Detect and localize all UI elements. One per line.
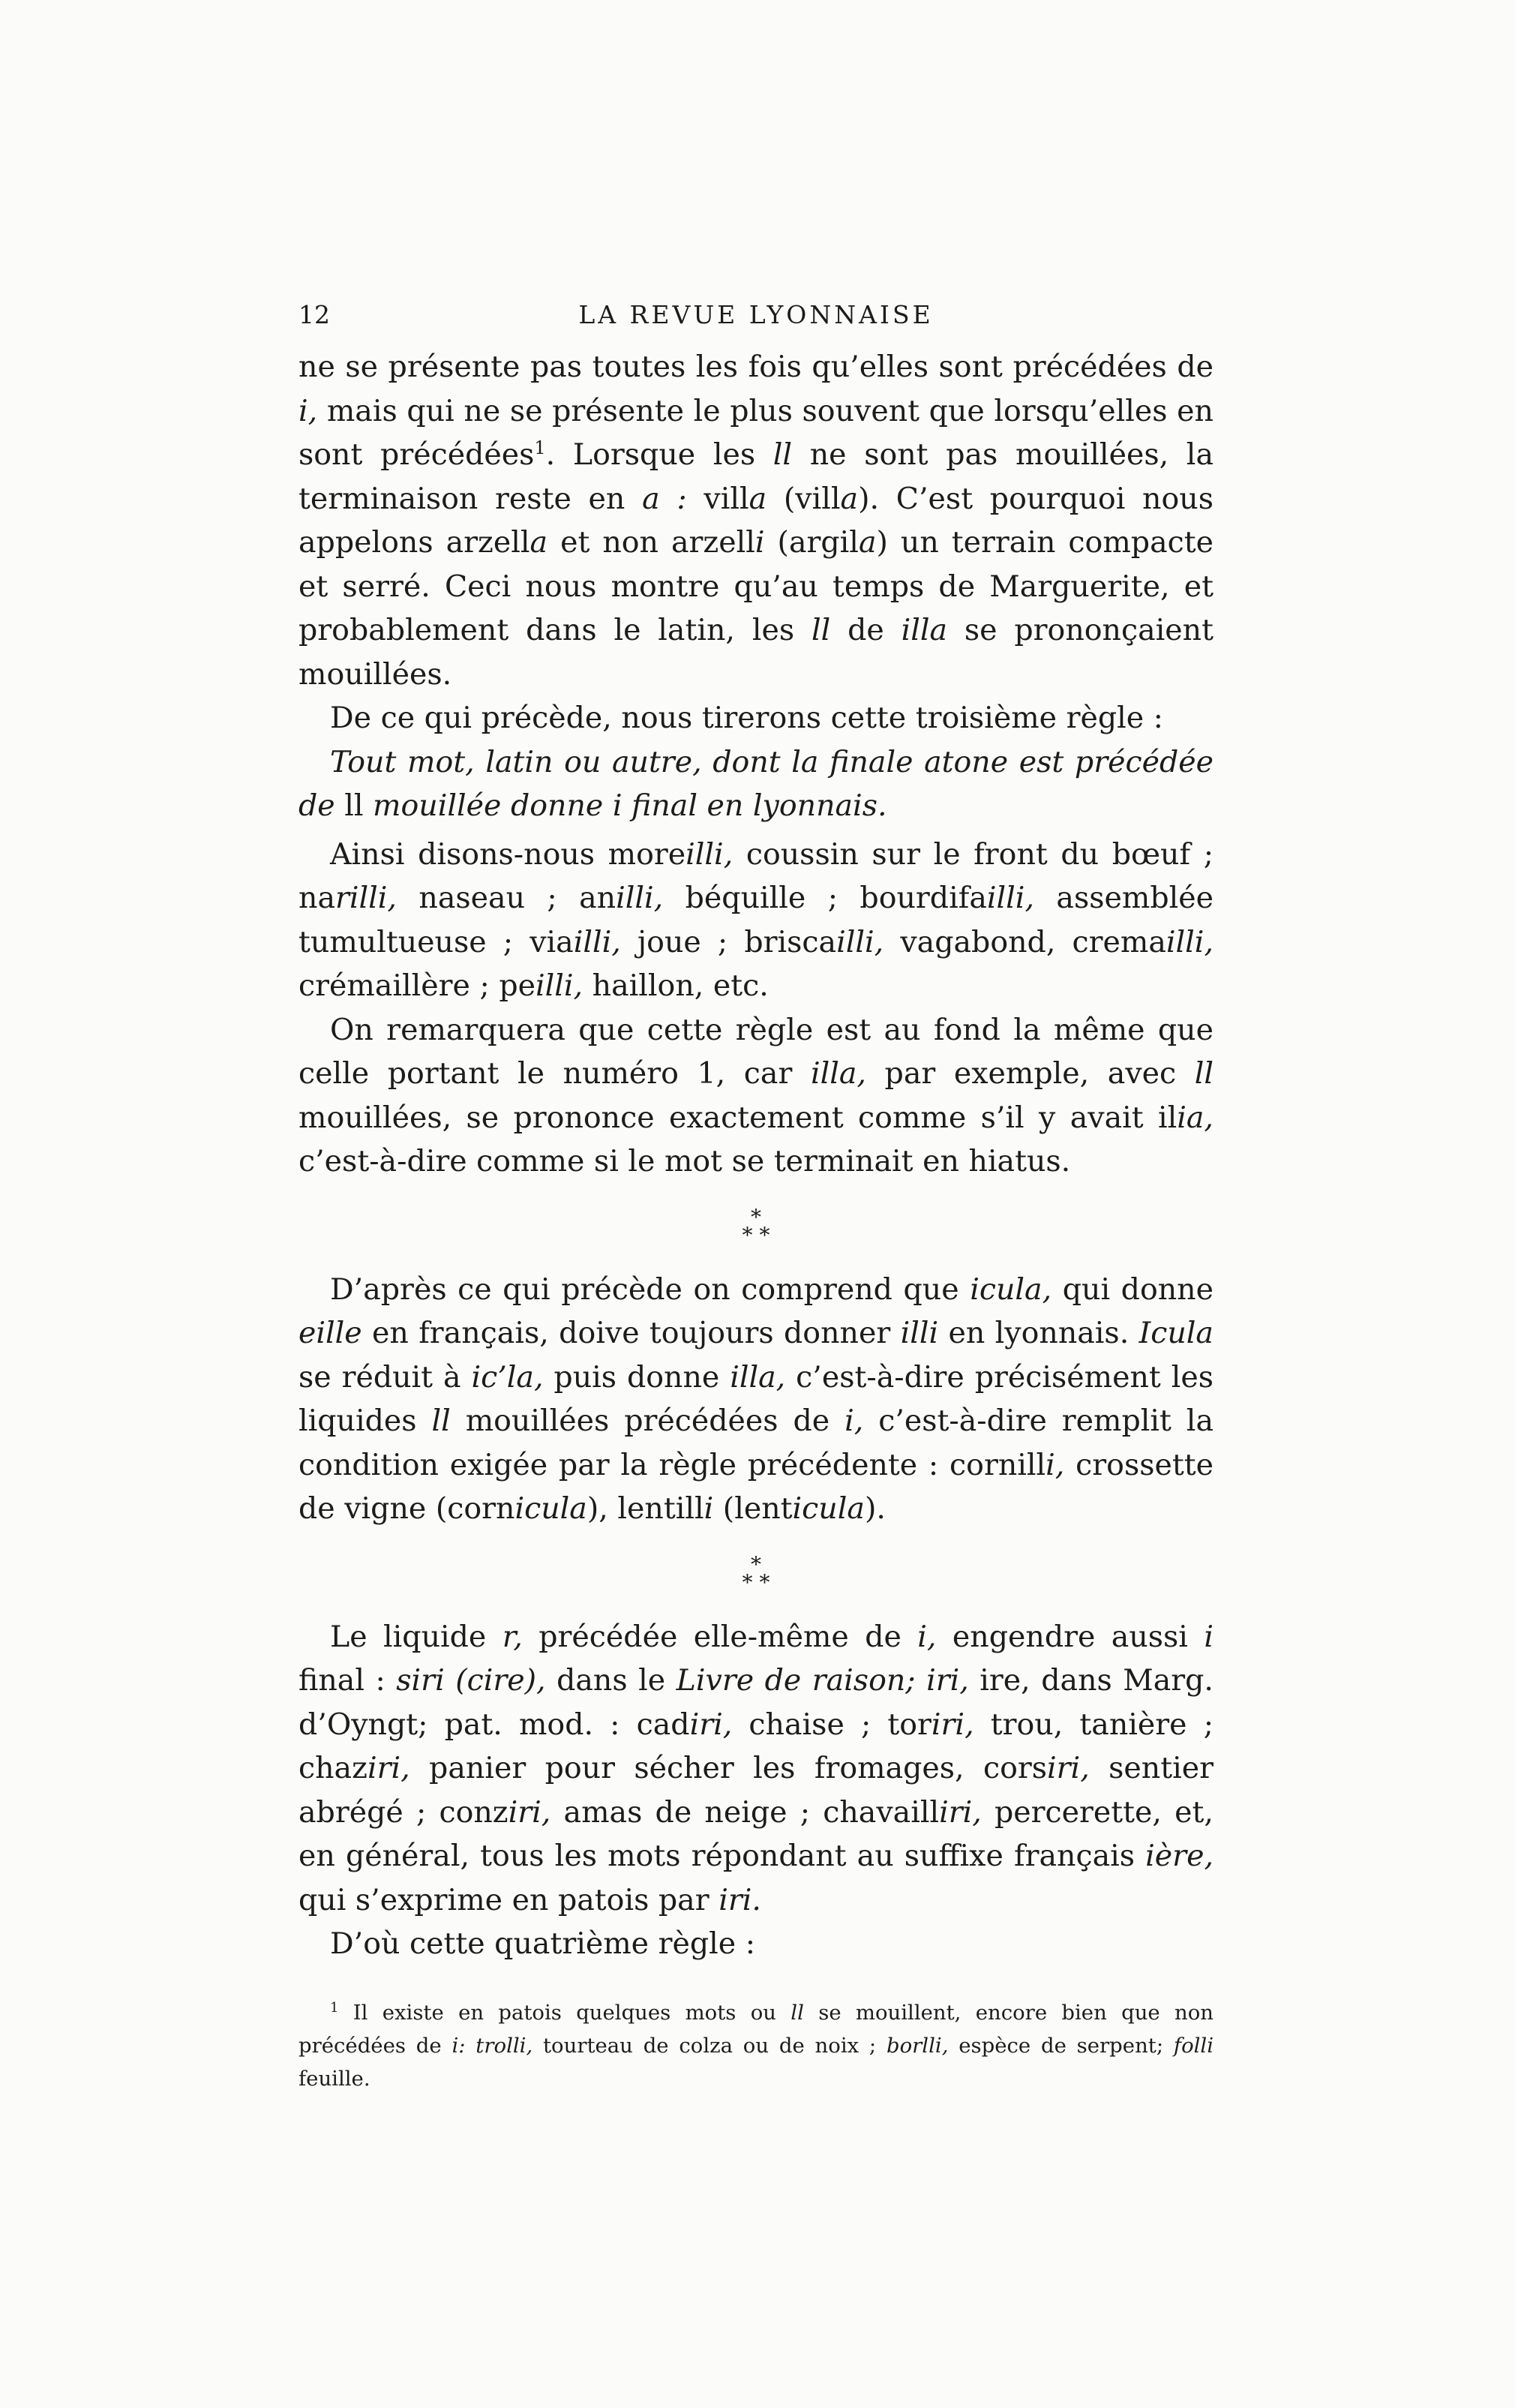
paragraph-6: Le liquide r, précédée elle-même de i, engendre aussi i final : siri (cire), dans le Livre de raison; iri, ire, dans Marg. d’Oyngt; pat. mod. : cadiri, chaise ; toriri, trou, tanière ; chaziri, panier pour sécher les fromages, corsiri, sentier abrégé ; conziri, amas de neige ; chavailliri, percerette, et, en général, tous les mots répondant au suffixe français ière, qui s’exprime en patois par iri. [298,1619,1214,1917]
page-body [298,300,1214,2115]
paragraph-2: De ce qui précède, nous tirerons cette troisième règle : [330,701,1163,735]
section-asterism-2: * * * [742,1551,770,1595]
footnote: $^1$ Il existe en patois quelques mots ou ll se mouillent, encore bien que non précédées de i: trolli, tourteau de colza ou de noix ; borlli, espèce de serpent; folli feuille. [298,1999,1214,2091]
footnote-mark: 1 [330,1999,339,2016]
paragraph-4: On remarquera que cette règle est au fond la même que celle portant le numéro 1, car illa, par exemple, avec ll mouillées, se prononce exactement comme s’il y avait ilia, c’est-à-dire comme si le mot se terminait en hiatus. [298,1012,1214,1178]
running-title: LA REVUE LYONNAISE [578,300,934,329]
section-asterism-1: * * * [742,1204,770,1248]
paragraph-5: D’après ce qui précède on comprend que icula, qui donne eille en français, doive toujours donner illi en lyonnais. Icula se réduit à ic’la, puis donne illa, c’est-à-dire précisément les liquides ll mouillées précédées de i, c’est-à-dire remplit la condition exigée par la règle précédente : cornilli, crossette de vigne (cornicula), lentilli (lenticula). [298,1272,1214,1526]
page-number: 12 [298,300,330,329]
paragraph-7: D’où cette quatrième règle : [330,1926,756,1961]
footnote-reference[interactable]: 1 [534,437,546,458]
paragraph-1: ne se présente pas toutes les fois qu’elles sont précédées de i, mais qui ne se présente le plus souvent que lorsqu’elles en sont précédées$^1$. Lorsque les ll ne sont pas mouillées, la terminaison reste en a : villa (villa). C’est pourquoi nous appelons arzella et non arzelli (argila) un terrain compacte et serré. Ceci nous montre qu’au temps de Marguerite, et probablement dans le latin, les ll de illa se prononçaient mouillées. [298,350,1214,692]
paragraph-3: Ainsi disons-nous moreilli, coussin sur le front du bœuf ; narilli, naseau ; anilli, béquille ; bourdifailli, assemblée tumultueuse ; viailli, joue ; briscailli, vagabond, cremailli, crémaillère ; peilli, haillon, etc. [298,836,1214,1003]
rule-three: Tout mot, latin ou autre, dont la finale atone est précédée de ll mouillée donne i final en lyonnais. [298,744,1214,823]
running-head [298,300,1214,345]
